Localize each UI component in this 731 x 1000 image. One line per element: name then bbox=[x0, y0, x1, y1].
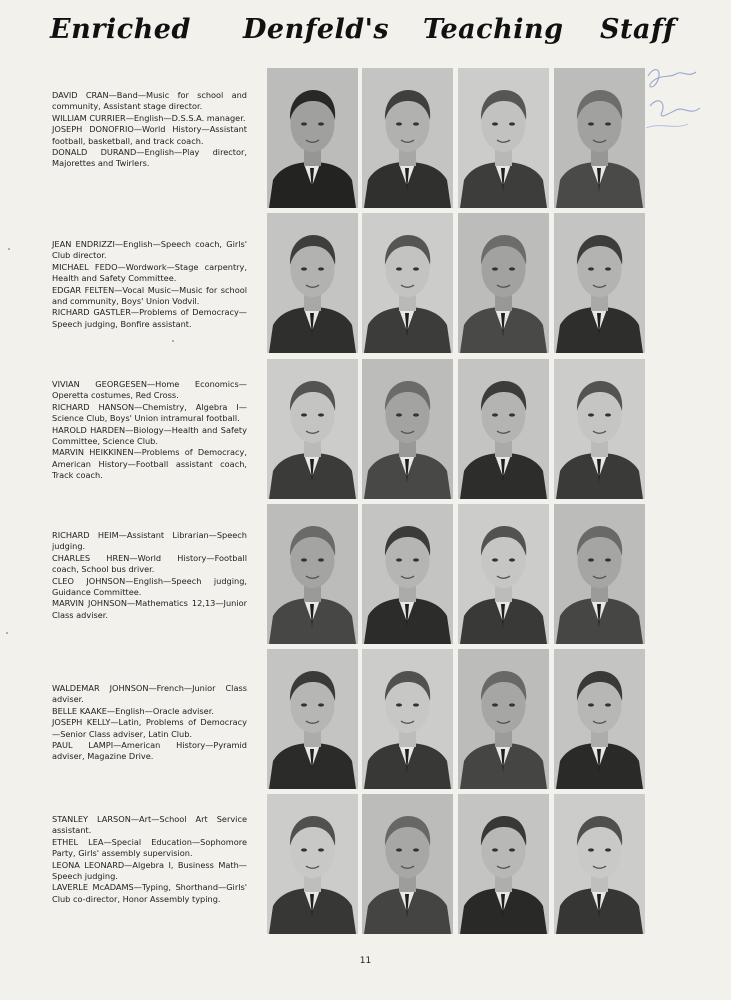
staff-entry: ETHEL LEA—Special Education—Sophomore Party, Girls' assembly supervision. bbox=[52, 836, 247, 859]
portrait-silhouette bbox=[362, 213, 453, 353]
title-word-staff: Staff bbox=[600, 14, 676, 45]
page-title bbox=[0, 14, 731, 60]
staff-entry: PAUL LAMPI—American History—Pyramid adviser, Magazine Drive. bbox=[52, 740, 247, 762]
title-word-denfelds: Denfeld's bbox=[243, 14, 390, 45]
staff-entry: STANLEY LARSON—Art—School Art Service assistant. bbox=[52, 814, 247, 836]
staff-descriptions-5 bbox=[52, 683, 247, 763]
portrait-photo bbox=[267, 68, 358, 208]
portrait-silhouette bbox=[554, 213, 645, 353]
staff-row-5 bbox=[0, 647, 731, 787]
portrait-photo bbox=[458, 649, 549, 789]
staff-row-2 bbox=[0, 211, 731, 351]
staff-descriptions-2 bbox=[52, 239, 247, 330]
staff-entry: LAVERLE McADAMS—Typing, Shorthand—Girls' Club co-director, Honor Assembly typing. bbox=[52, 882, 247, 904]
staff-entry: WALDEMAR JOHNSON—French—Junior Class adviser. bbox=[52, 683, 247, 705]
page-number: 11 bbox=[359, 956, 372, 966]
portrait-photo bbox=[458, 504, 549, 644]
portrait-silhouette bbox=[362, 649, 453, 789]
staff-entry: DONALD DURAND—English—Play director, Majorettes and Twirlers. bbox=[52, 147, 247, 169]
portrait-photo bbox=[458, 359, 549, 499]
portrait-silhouette bbox=[458, 213, 549, 353]
portrait-silhouette bbox=[267, 213, 358, 353]
staff-entry: WILLIAM CURRIER—English—D.S.S.A. manager. bbox=[52, 112, 246, 123]
portrait-photo bbox=[362, 359, 453, 499]
staff-entry: EDGAR FELTEN—Vocal Music—Music for school and community, Boys' Union Vodvil. bbox=[52, 284, 247, 307]
portrait-silhouette bbox=[458, 504, 549, 644]
portrait-photo bbox=[554, 649, 645, 789]
portrait-silhouette bbox=[362, 504, 453, 644]
portrait-silhouette bbox=[458, 794, 549, 934]
portrait-silhouette bbox=[267, 68, 358, 208]
portrait-photo bbox=[554, 359, 645, 499]
staff-entry: JEAN ENDRIZZI—English—Speech coach, Girls' Club director. bbox=[52, 239, 247, 261]
portrait-photo bbox=[362, 68, 453, 208]
portrait-silhouette bbox=[554, 504, 645, 644]
portrait-silhouette bbox=[554, 794, 645, 934]
paper-speck bbox=[8, 248, 10, 250]
portrait-silhouette bbox=[267, 649, 358, 789]
staff-entry: MICHAEL FEDO—Wordwork—Stage carpentry, Health and Safety Committee. bbox=[52, 261, 247, 284]
portrait-photo bbox=[554, 504, 645, 644]
portrait-photo bbox=[267, 794, 358, 934]
staff-row-4 bbox=[0, 502, 731, 642]
staff-entry: LEONA LEONARD—Algebra I, Business Math—Speech judging. bbox=[52, 859, 247, 882]
staff-row-1 bbox=[0, 66, 731, 206]
portrait-photo bbox=[362, 794, 453, 934]
staff-entry: HAROLD HARDEN—Biology—Health and Safety Committee, Science Club. bbox=[52, 424, 247, 447]
title-word-teaching: Teaching bbox=[423, 14, 564, 45]
staff-entry: RICHARD GASTLER—Problems of Democracy—Speech judging, Bonfire assistant. bbox=[52, 307, 247, 329]
staff-entry: RICHARD HANSON—Chemistry, Algebra I—Science Club, Boys' Union intramural football. bbox=[52, 401, 247, 424]
staff-descriptions-3 bbox=[52, 379, 247, 482]
portrait-silhouette bbox=[362, 68, 453, 208]
portrait-photo bbox=[362, 504, 453, 644]
staff-entry: MARVIN JOHNSON—Mathematics 12,13—Junior Class adviser. bbox=[52, 598, 247, 620]
staff-row-3 bbox=[0, 357, 731, 497]
portrait-silhouette bbox=[362, 794, 453, 934]
staff-entry: BELLE KAAKE—English—Oracle adviser. bbox=[52, 705, 214, 716]
staff-entry: MARVIN HEIKKINEN—Problems of Democracy, American History—Football assistant coach, Track coach. bbox=[52, 447, 247, 481]
portrait-silhouette bbox=[267, 504, 358, 644]
portrait-photo bbox=[267, 359, 358, 499]
staff-entry: CLEO JOHNSON—English—Speech judging, Guidance Committee. bbox=[52, 575, 247, 598]
staff-descriptions-1 bbox=[52, 90, 247, 170]
portrait-photo bbox=[458, 213, 549, 353]
portrait-photo bbox=[267, 649, 358, 789]
staff-entry: JOSEPH DONOFRIO—World History—Assistant football, basketball, and track coach. bbox=[52, 124, 247, 146]
portrait-silhouette bbox=[554, 359, 645, 499]
portrait-silhouette bbox=[362, 359, 453, 499]
portrait-photo bbox=[554, 794, 645, 934]
staff-row-6 bbox=[0, 792, 731, 932]
paper-speck bbox=[6, 632, 8, 634]
portrait-photo bbox=[267, 504, 358, 644]
portrait-silhouette bbox=[267, 794, 358, 934]
portrait-photo bbox=[458, 794, 549, 934]
portrait-silhouette bbox=[458, 649, 549, 789]
staff-descriptions-4 bbox=[52, 530, 247, 621]
staff-entry: JOSEPH KELLY—Latin, Problems of Democracy—Senior Class adviser, Latin Club. bbox=[52, 717, 247, 739]
paper-speck bbox=[172, 340, 174, 342]
portrait-photo bbox=[458, 68, 549, 208]
portrait-silhouette bbox=[458, 359, 549, 499]
portrait-photo bbox=[362, 213, 453, 353]
portrait-photo bbox=[362, 649, 453, 789]
portrait-silhouette bbox=[554, 68, 645, 208]
staff-entry: RICHARD HEIM—Assistant Librarian—Speech judging. bbox=[52, 530, 247, 552]
staff-entry: DAVID CRAN—Band—Music for school and community, Assistant stage director. bbox=[52, 90, 247, 112]
portrait-photo bbox=[554, 68, 645, 208]
staff-entry: VIVIAN GEORGESEN—Home Economics—Operetta costumes, Red Cross. bbox=[52, 379, 247, 401]
portrait-photo bbox=[554, 213, 645, 353]
portrait-photo bbox=[267, 213, 358, 353]
portrait-silhouette bbox=[267, 359, 358, 499]
portrait-silhouette bbox=[458, 68, 549, 208]
staff-descriptions-6 bbox=[52, 814, 247, 905]
title-word-enriched: Enriched bbox=[50, 14, 191, 45]
staff-entry: CHARLES HREN—World History—Football coach, School bus driver. bbox=[52, 552, 247, 575]
portrait-silhouette bbox=[554, 649, 645, 789]
